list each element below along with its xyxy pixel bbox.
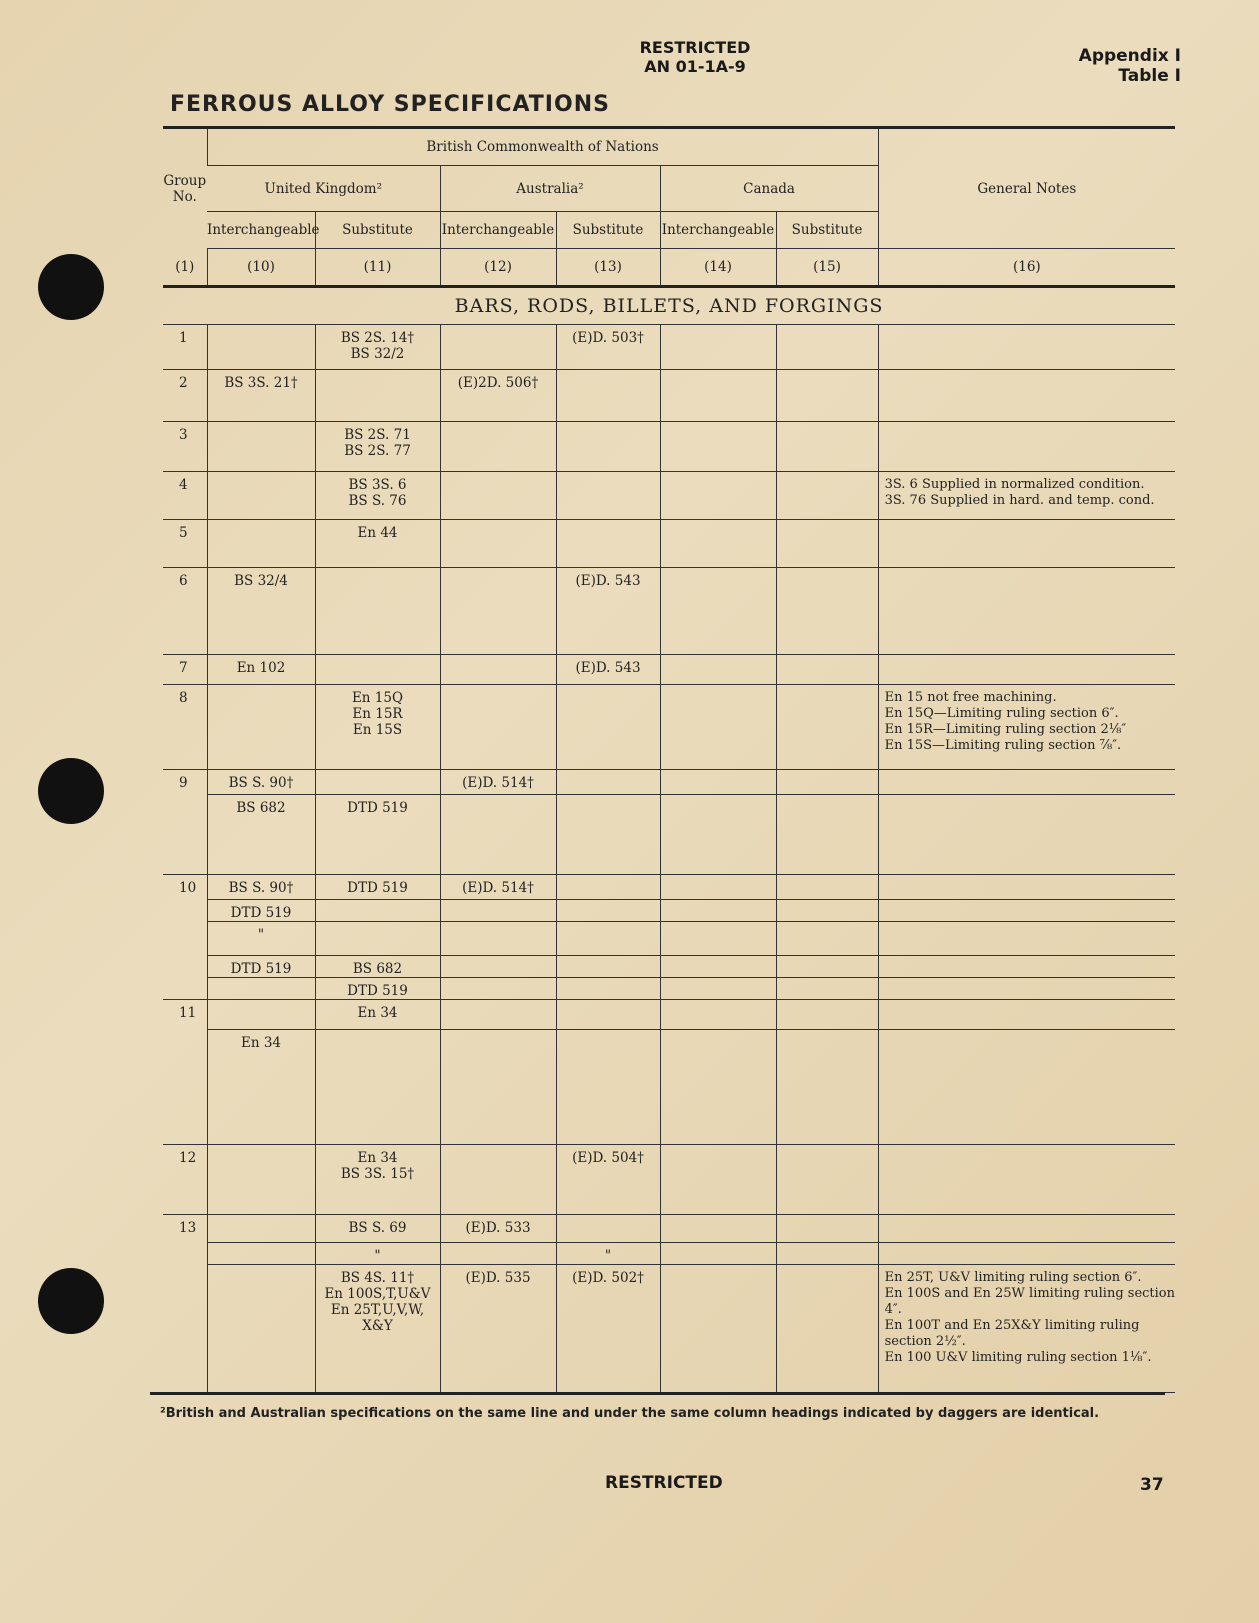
column-number: (1) <box>175 258 195 275</box>
uk-interchangeable-cell <box>207 685 315 770</box>
table-body <box>163 325 1175 1393</box>
general-notes-cell <box>878 956 1175 978</box>
table-row <box>163 325 1175 370</box>
au-interchangeable-cell: (E)2D. 506† <box>440 370 556 422</box>
uk-substitute-header: Substitute <box>315 212 440 249</box>
ca-interchangeable-cell <box>660 1243 776 1265</box>
table-row <box>163 875 1175 900</box>
general-notes-cell <box>878 422 1175 472</box>
ca-substitute-cell <box>776 900 878 922</box>
group-number-cell: 13 <box>179 1220 197 1236</box>
au-interchangeable-cell <box>440 1030 556 1145</box>
table-label: Table I <box>1118 66 1181 86</box>
au-substitute-cell <box>556 422 660 472</box>
column-number: (14) <box>660 249 776 287</box>
ca-substitute-cell <box>776 472 878 520</box>
general-notes-cell <box>878 325 1175 370</box>
notes-header: General Notes <box>878 128 1175 249</box>
uk-substitute-cell: En 44 <box>315 520 440 568</box>
au-substitute-cell <box>556 685 660 770</box>
au-interchangeable-header: Interchangeable <box>440 212 556 249</box>
general-notes-cell: En 15 not free machining. En 15Q—Limiting ruling section 6″. En 15R—Limiting ruling section 2⅛″ En 15S—Limiting ruling section ⅞″. <box>878 685 1175 770</box>
uk-substitute-cell: " <box>315 1243 440 1265</box>
au-substitute-cell: (E)D. 504† <box>556 1145 660 1215</box>
ca-substitute-cell <box>776 655 878 685</box>
restricted-footer: RESTRICTED <box>605 1473 723 1493</box>
canada-header: Canada <box>660 166 878 212</box>
column-number: (15) <box>776 249 878 287</box>
au-substitute-cell <box>556 1215 660 1243</box>
au-interchangeable-cell <box>440 568 556 655</box>
au-substitute-cell <box>556 900 660 922</box>
au-substitute-cell <box>556 875 660 900</box>
group-number-cell: 5 <box>163 520 207 568</box>
au-substitute-cell: " <box>556 1243 660 1265</box>
ca-substitute-cell <box>776 1145 878 1215</box>
ca-substitute-cell <box>776 978 878 1000</box>
uk-interchangeable-cell <box>207 520 315 568</box>
table-row <box>163 956 1175 978</box>
group-number-cell: 12 <box>163 1145 207 1215</box>
table-row <box>163 1145 1175 1215</box>
table-row <box>163 1265 1175 1393</box>
ca-substitute-cell <box>776 956 878 978</box>
restricted-header: RESTRICTED <box>639 38 751 57</box>
group-number-cell <box>163 956 207 978</box>
au-substitute-cell <box>556 978 660 1000</box>
table-row <box>163 922 1175 956</box>
group-number-cell: 8 <box>163 685 207 770</box>
au-interchangeable-cell: (E)D. 514† <box>440 875 556 900</box>
uk-interchangeable-header: Interchangeable <box>207 212 315 249</box>
table-row <box>163 370 1175 422</box>
ca-interchangeable-cell <box>660 978 776 1000</box>
column-number: (13) <box>556 249 660 287</box>
uk-interchangeable-cell: " <box>207 922 315 956</box>
au-substitute-header: Substitute <box>556 212 660 249</box>
table-row <box>163 422 1175 472</box>
ca-interchangeable-header: Interchangeable <box>660 212 776 249</box>
uk-substitute-cell <box>315 568 440 655</box>
ca-interchangeable-cell <box>660 1215 776 1243</box>
au-substitute-cell: (E)D. 502† <box>556 1265 660 1393</box>
general-notes-cell <box>878 568 1175 655</box>
uk-interchangeable-cell: BS 3S. 21† <box>207 370 315 422</box>
general-notes-cell <box>878 370 1175 422</box>
general-notes-cell: 3S. 6 Supplied in normalized condition. 3S. 76 Supplied in hard. and temp. cond. <box>878 472 1175 520</box>
column-number: (10) <box>207 249 315 287</box>
uk-interchangeable-cell: DTD 519 <box>207 956 315 978</box>
document-number: AN 01-1A-9 <box>644 57 746 76</box>
general-notes-cell <box>878 770 1175 795</box>
uk-interchangeable-cell <box>207 1145 315 1215</box>
au-substitute-cell <box>556 472 660 520</box>
ca-interchangeable-cell <box>660 1265 776 1393</box>
page-title: FERROUS ALLOY SPECIFICATIONS <box>170 92 610 117</box>
au-interchangeable-cell: (E)D. 514† <box>440 770 556 795</box>
au-substitute-cell <box>556 795 660 875</box>
appendix-label: Appendix I <box>1078 46 1181 66</box>
group-number-cell: 9 <box>179 775 188 791</box>
uk-interchangeable-cell <box>207 1265 315 1393</box>
uk-interchangeable-cell: BS S. 90† <box>207 770 315 795</box>
table-row <box>163 568 1175 655</box>
uk-interchangeable-cell: En 102 <box>207 655 315 685</box>
section-title: BARS, RODS, BILLETS, AND FORGINGS <box>163 287 1175 325</box>
au-substitute-cell <box>556 1030 660 1145</box>
uk-substitute-cell: DTD 519 <box>315 795 440 875</box>
ca-substitute-cell <box>776 1215 878 1243</box>
ca-interchangeable-cell <box>660 875 776 900</box>
au-interchangeable-cell <box>440 325 556 370</box>
au-interchangeable-cell <box>440 655 556 685</box>
ca-interchangeable-cell <box>660 956 776 978</box>
ca-substitute-cell <box>776 1030 878 1145</box>
uk-substitute-cell <box>315 900 440 922</box>
group-number-cell: 1 <box>163 325 207 370</box>
general-notes-cell: En 25T, U&V limiting ruling section 6″. En 100S and En 25W limiting ruling section 4″. En 100T and En 25X&Y limiting ruling section 2½″. En 100 U&V limiting ruling section 1⅛″. <box>878 1265 1175 1393</box>
table-row <box>163 900 1175 922</box>
au-interchangeable-cell <box>440 520 556 568</box>
group-number-cell: 3 <box>163 422 207 472</box>
ca-interchangeable-cell <box>660 900 776 922</box>
au-substitute-cell <box>556 520 660 568</box>
uk-interchangeable-cell <box>207 325 315 370</box>
uk-interchangeable-cell: BS 32/4 <box>207 568 315 655</box>
general-notes-cell <box>878 520 1175 568</box>
ca-substitute-cell <box>776 1265 878 1393</box>
au-interchangeable-cell <box>440 685 556 770</box>
general-notes-cell <box>878 875 1175 900</box>
ca-substitute-cell <box>776 568 878 655</box>
commonwealth-header: British Commonwealth of Nations <box>207 128 878 166</box>
group-header: Group No. <box>163 128 207 249</box>
table-row <box>163 655 1175 685</box>
uk-interchangeable-cell <box>207 1215 315 1243</box>
ca-substitute-cell <box>776 370 878 422</box>
ca-substitute-cell <box>776 1243 878 1265</box>
au-substitute-cell <box>556 770 660 795</box>
general-notes-cell <box>878 1030 1175 1145</box>
ca-substitute-cell <box>776 1000 878 1030</box>
ca-interchangeable-cell <box>660 1030 776 1145</box>
au-substitute-cell <box>556 956 660 978</box>
au-substitute-cell: (E)D. 543 <box>556 655 660 685</box>
au-interchangeable-cell <box>440 1000 556 1030</box>
table-row <box>163 1030 1175 1145</box>
au-interchangeable-cell <box>440 1243 556 1265</box>
au-interchangeable-cell <box>440 795 556 875</box>
ca-substitute-cell <box>776 520 878 568</box>
au-interchangeable-cell <box>440 1145 556 1215</box>
table-row <box>163 770 1175 795</box>
table-row <box>163 685 1175 770</box>
ca-substitute-header: Substitute <box>776 212 878 249</box>
ca-substitute-cell <box>776 795 878 875</box>
table-row <box>163 1000 1175 1030</box>
group-number-cell <box>163 978 207 1000</box>
binder-hole <box>38 254 104 320</box>
general-notes-cell <box>878 900 1175 922</box>
group-number-cell <box>163 1265 207 1393</box>
uk-interchangeable-cell <box>207 1000 315 1030</box>
uk-substitute-cell: En 34 BS 3S. 15† <box>315 1145 440 1215</box>
au-substitute-cell: (E)D. 543 <box>556 568 660 655</box>
au-substitute-cell <box>556 370 660 422</box>
uk-substitute-cell <box>315 770 440 795</box>
ca-interchangeable-cell <box>660 472 776 520</box>
group-number-cell: 11 <box>179 1005 197 1021</box>
uk-interchangeable-cell <box>207 472 315 520</box>
table-row <box>163 978 1175 1000</box>
uk-interchangeable-cell <box>207 1243 315 1265</box>
general-notes-cell <box>878 1000 1175 1030</box>
australia-header: Australia² <box>440 166 660 212</box>
general-notes-cell <box>878 922 1175 956</box>
ca-interchangeable-cell <box>660 422 776 472</box>
ca-interchangeable-cell <box>660 568 776 655</box>
ca-interchangeable-cell <box>660 795 776 875</box>
ca-substitute-cell <box>776 325 878 370</box>
general-notes-cell <box>878 1215 1175 1243</box>
uk-header: United Kingdom² <box>207 166 440 212</box>
ca-interchangeable-cell <box>660 1145 776 1215</box>
au-interchangeable-cell <box>440 900 556 922</box>
group-number-cell <box>163 1243 207 1265</box>
au-interchangeable-cell <box>440 978 556 1000</box>
uk-substitute-cell: BS 2S. 14† BS 32/2 <box>315 325 440 370</box>
group-number-cell <box>163 1030 207 1145</box>
column-number: (12) <box>440 249 556 287</box>
au-interchangeable-cell: (E)D. 533 <box>440 1215 556 1243</box>
au-interchangeable-cell <box>440 922 556 956</box>
uk-substitute-cell <box>315 1030 440 1145</box>
binder-hole <box>38 1268 104 1334</box>
general-notes-cell <box>878 655 1175 685</box>
group-number-cell: 4 <box>163 472 207 520</box>
uk-substitute-cell: BS 4S. 11† En 100S,T,U&V En 25T,U,V,W, X&Y <box>315 1265 440 1393</box>
ca-interchangeable-cell <box>660 370 776 422</box>
uk-substitute-cell: BS S. 69 <box>315 1215 440 1243</box>
au-substitute-cell <box>556 1000 660 1030</box>
uk-interchangeable-cell: DTD 519 <box>207 900 315 922</box>
page-number: 37 <box>1140 1475 1164 1495</box>
table-row <box>163 472 1175 520</box>
group-number-cell: 7 <box>163 655 207 685</box>
ca-interchangeable-cell <box>660 685 776 770</box>
general-notes-cell <box>878 1145 1175 1215</box>
au-interchangeable-cell: (E)D. 535 <box>440 1265 556 1393</box>
column-number: (16) <box>878 249 1175 287</box>
column-number: (11) <box>315 249 440 287</box>
uk-substitute-cell: BS 3S. 6 BS S. 76 <box>315 472 440 520</box>
general-notes-cell <box>878 978 1175 1000</box>
ca-substitute-cell <box>776 922 878 956</box>
uk-substitute-cell: En 15Q En 15R En 15S <box>315 685 440 770</box>
group-number-cell <box>163 795 207 875</box>
ca-substitute-cell <box>776 875 878 900</box>
ca-interchangeable-cell <box>660 922 776 956</box>
table-row <box>163 1215 1175 1243</box>
group-number-cell: 2 <box>163 370 207 422</box>
uk-interchangeable-cell <box>207 978 315 1000</box>
uk-substitute-cell <box>315 655 440 685</box>
uk-substitute-cell <box>315 922 440 956</box>
uk-interchangeable-cell: En 34 <box>207 1030 315 1145</box>
uk-interchangeable-cell <box>207 422 315 472</box>
ca-interchangeable-cell <box>660 770 776 795</box>
ca-interchangeable-cell <box>660 1000 776 1030</box>
ca-substitute-cell <box>776 770 878 795</box>
uk-substitute-cell: BS 682 <box>315 956 440 978</box>
au-interchangeable-cell <box>440 422 556 472</box>
uk-interchangeable-cell: BS 682 <box>207 795 315 875</box>
table-row <box>163 795 1175 875</box>
group-number-cell <box>163 922 207 956</box>
ca-interchangeable-cell <box>660 520 776 568</box>
uk-substitute-cell: En 34 <box>315 1000 440 1030</box>
ca-substitute-cell <box>776 422 878 472</box>
au-substitute-cell: (E)D. 503† <box>556 325 660 370</box>
table-row <box>163 1243 1175 1265</box>
ca-interchangeable-cell <box>660 655 776 685</box>
general-notes-cell <box>878 1243 1175 1265</box>
ca-substitute-cell <box>776 685 878 770</box>
uk-substitute-cell <box>315 370 440 422</box>
group-number-cell: 6 <box>163 568 207 655</box>
general-notes-cell <box>878 795 1175 875</box>
au-interchangeable-cell <box>440 956 556 978</box>
group-number-cell <box>163 900 207 922</box>
binder-hole <box>38 758 104 824</box>
ca-interchangeable-cell <box>660 325 776 370</box>
uk-substitute-cell: DTD 519 <box>315 875 440 900</box>
au-interchangeable-cell <box>440 472 556 520</box>
uk-interchangeable-cell: BS S. 90† <box>207 875 315 900</box>
au-substitute-cell <box>556 922 660 956</box>
specifications-table <box>163 126 1175 1393</box>
group-number-cell: 10 <box>179 880 197 896</box>
table-row <box>163 520 1175 568</box>
uk-substitute-cell: DTD 519 <box>315 978 440 1000</box>
uk-substitute-cell: BS 2S. 71 BS 2S. 77 <box>315 422 440 472</box>
footnote: ²British and Australian specifications on the same line and under the same column headings indicated by daggers are identical. <box>160 1406 1100 1421</box>
table-bottom-rule <box>150 1392 1165 1395</box>
